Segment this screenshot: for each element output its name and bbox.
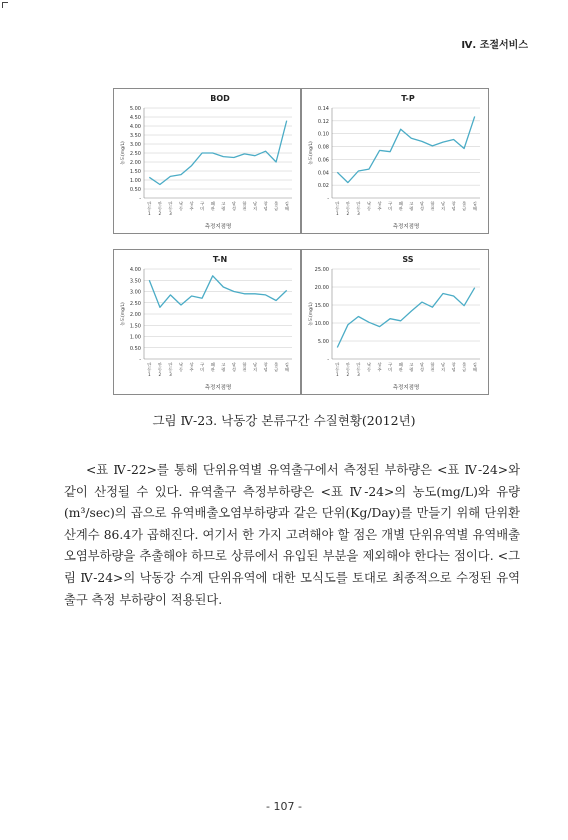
- y-tick-label: 2.00: [129, 160, 141, 166]
- chart-title: T-P: [401, 94, 415, 103]
- y-tick-label: 5.00: [129, 106, 141, 112]
- x-tick-label: 창: [451, 201, 456, 206]
- x-tick-label: 상: [189, 362, 194, 367]
- x-tick-label: 령: [409, 367, 414, 372]
- x-tick-label: 상: [377, 362, 382, 367]
- x-tick-label: 관: [398, 367, 403, 372]
- x-axis-label: 측정지점명: [204, 224, 232, 230]
- y-tick-label: 20.00: [314, 285, 329, 291]
- y-axis-label: 농도(mg/L): [309, 302, 314, 326]
- x-tick-label: 해: [284, 367, 289, 372]
- x-tick-label: 고: [221, 201, 226, 206]
- y-tick-label: 5.00: [317, 339, 329, 345]
- x-tick-label: 낙: [178, 362, 184, 367]
- x-tick-label: 합: [242, 201, 247, 206]
- x-axis-label: 측정지점명: [392, 385, 420, 391]
- x-tick-label: 동: [335, 206, 340, 211]
- chart-bod: [113, 88, 301, 234]
- x-tick-label: 김: [472, 362, 477, 367]
- y-tick-label: 25.00: [314, 267, 329, 273]
- x-tick-label: 1: [335, 211, 339, 216]
- x-tick-label: 주: [189, 367, 194, 372]
- x-tick-label: 금: [462, 206, 467, 211]
- x-tick-label: 3: [169, 372, 172, 377]
- x-tick-label: 왜: [210, 201, 215, 206]
- y-tick-label: 1.00: [129, 178, 141, 184]
- x-tick-label: 구: [388, 362, 393, 367]
- x-tick-label: 미: [388, 206, 393, 211]
- x-tick-label: 해: [472, 206, 477, 211]
- x-tick-label: 녕: [263, 206, 268, 211]
- chart-tn: [113, 249, 301, 395]
- x-tick-label: 동: [366, 367, 372, 372]
- y-tick-label: 3.50: [129, 278, 141, 285]
- x-tick-label: 주: [377, 206, 382, 211]
- y-tick-label: -: [327, 196, 329, 202]
- y-tick-label: 4.00: [129, 124, 141, 130]
- body-text: [64, 460, 520, 611]
- x-tick-label: 창: [263, 201, 268, 206]
- chart-svg: [302, 89, 488, 233]
- x-tick-label: 천: [430, 206, 435, 211]
- x-tick-label: 천: [430, 367, 435, 372]
- x-tick-label: 동: [168, 367, 173, 372]
- x-axis-label: 측정지점명: [204, 385, 232, 391]
- chart-svg: [302, 250, 488, 394]
- x-tick-label: 동: [345, 367, 350, 372]
- x-tick-label: 고: [409, 362, 414, 367]
- x-tick-label: 물: [462, 201, 467, 206]
- x-tick-label: 안: [356, 201, 361, 206]
- x-tick-label: 미: [200, 367, 205, 372]
- x-tick-label: 구: [388, 201, 393, 206]
- y-tick-label: 0.14: [317, 106, 329, 112]
- x-tick-label: 안: [335, 201, 340, 206]
- y-tick-label: 1.50: [129, 323, 141, 330]
- x-tick-label: 동: [147, 206, 152, 211]
- x-tick-label: 합: [242, 362, 247, 367]
- x-tick-label: 구: [200, 362, 205, 367]
- x-tick-label: 낙: [178, 201, 184, 206]
- page-number: - 107 -: [266, 800, 302, 813]
- body-paragraph: <표 Ⅳ-22>를 통해 단위유역별 유역출구에서 측정된 부하량은 <표 Ⅳ-24>와 같이 산정될 수 있다. 유역출구 측정부하량은 <표 Ⅳ-24>의 농도(mg/L)와 유량(m³/sec)의 곱으로 유역배출오염부하량과 같은 단위(Kg/Day)를 만들기 위해 단위환산계수 86.4가 곱해진다. 여기서 한 가지 고려해야 할 점은 개별 단위유역별 유역배출오염부하량을 추출해야 하므로 상류에서 유입된 부분을 제외해야 한다는 점이다. <그림 Ⅳ-24>의 낙동강 수계 단위유역에 대한 모식도를 토대로 최종적으로 수정된 유역출구 측정 부하량이 적용된다.: [64, 463, 520, 607]
- x-tick-label: 동: [366, 206, 372, 211]
- chart-title: T-N: [212, 255, 228, 264]
- chart-title: SS: [402, 255, 414, 264]
- x-tick-label: 성: [231, 206, 236, 211]
- chart-ss: [301, 249, 489, 395]
- x-tick-label: 성: [419, 367, 424, 372]
- x-tick-label: 왜: [210, 362, 215, 367]
- x-tick-label: 동: [335, 367, 340, 372]
- x-tick-label: 낙: [366, 362, 372, 367]
- x-tick-label: 1: [147, 211, 151, 216]
- x-tick-label: 2: [158, 372, 162, 377]
- x-tick-label: 김: [284, 362, 289, 367]
- x-tick-label: 안: [147, 201, 152, 206]
- y-tick-label: 4.50: [129, 115, 141, 121]
- x-tick-label: 동: [356, 367, 361, 372]
- x-tick-label: 금: [274, 367, 279, 372]
- x-tick-label: 안: [157, 362, 162, 367]
- x-tick-label: 3: [357, 372, 360, 377]
- x-tick-label: 녕: [451, 206, 456, 211]
- chart-tp: [301, 88, 489, 234]
- y-tick-label: 2.50: [129, 151, 141, 157]
- x-tick-label: 금: [274, 206, 279, 211]
- x-tick-label: 구: [200, 201, 205, 206]
- y-axis-label: 농도(mg/L): [121, 302, 126, 326]
- x-tick-label: 낙: [366, 201, 372, 206]
- x-tick-label: 상: [189, 201, 194, 206]
- section-header: Ⅳ. 조절서비스: [461, 40, 528, 51]
- x-tick-label: 령: [409, 206, 414, 211]
- x-tick-label: 천: [242, 206, 247, 211]
- series-line: [337, 288, 474, 348]
- y-tick-label: 2.50: [129, 300, 141, 307]
- x-tick-label: 지: [440, 206, 446, 211]
- x-tick-label: 3: [169, 211, 172, 216]
- x-tick-label: 성: [419, 206, 424, 211]
- x-tick-label: 고: [221, 362, 226, 367]
- x-tick-label: 동: [147, 367, 152, 372]
- y-tick-label: 3.50: [129, 133, 141, 139]
- x-tick-label: 주: [189, 206, 194, 211]
- x-tick-label: 물: [274, 201, 279, 206]
- x-tick-label: 달: [419, 201, 424, 206]
- x-tick-label: 2: [346, 372, 350, 377]
- x-tick-label: 해: [284, 206, 289, 211]
- x-tick-label: 천: [242, 367, 247, 372]
- x-tick-label: 고: [409, 201, 414, 206]
- y-tick-label: 0.02: [317, 183, 329, 190]
- x-tick-label: 지: [252, 367, 258, 372]
- x-tick-label: 김: [472, 201, 477, 206]
- y-tick-label: 0.12: [317, 118, 329, 125]
- y-tick-label: 1.00: [129, 334, 141, 341]
- x-tick-label: 안: [345, 201, 350, 206]
- x-tick-label: 미: [200, 206, 205, 211]
- x-tick-label: 동: [178, 206, 184, 211]
- x-tick-label: 금: [462, 367, 467, 372]
- y-tick-label: 0.06: [317, 157, 329, 164]
- y-tick-label: 0.04: [317, 170, 329, 177]
- x-tick-label: 안: [345, 362, 350, 367]
- x-tick-label: 안: [157, 201, 162, 206]
- x-tick-label: 달: [419, 362, 424, 367]
- x-tick-label: 1: [147, 372, 151, 377]
- x-tick-label: 남: [252, 201, 258, 206]
- y-tick-label: 0.50: [129, 345, 141, 352]
- x-tick-label: 김: [284, 201, 289, 206]
- x-tick-label: 안: [335, 362, 340, 367]
- x-tick-label: 동: [157, 206, 162, 211]
- x-tick-label: 녕: [263, 367, 268, 372]
- y-tick-label: 3.00: [129, 289, 141, 296]
- x-tick-label: 해: [472, 367, 477, 372]
- x-tick-label: 안: [168, 362, 173, 367]
- x-tick-label: 1: [335, 372, 339, 377]
- x-tick-label: 지: [252, 206, 258, 211]
- chart-svg: [114, 89, 300, 233]
- x-tick-label: 관: [210, 367, 215, 372]
- y-tick-label: 15.00: [314, 303, 329, 309]
- y-axis-label: 농도(mg/L): [309, 141, 314, 165]
- y-axis-label: 농도(mg/L): [121, 141, 126, 165]
- x-tick-label: 물: [274, 362, 279, 367]
- x-tick-label: 안: [356, 362, 361, 367]
- x-tick-label: 녕: [451, 367, 456, 372]
- x-tick-label: 령: [221, 206, 226, 211]
- x-tick-label: 지: [440, 367, 446, 372]
- x-tick-label: 안: [168, 201, 173, 206]
- x-tick-label: 달: [231, 201, 236, 206]
- x-tick-label: 성: [231, 367, 236, 372]
- y-tick-label: 1.50: [129, 169, 141, 175]
- x-tick-label: 관: [210, 206, 215, 211]
- x-tick-label: 창: [451, 362, 456, 367]
- y-tick-label: -: [139, 357, 141, 363]
- x-axis-label: 측정지점명: [392, 224, 420, 230]
- series-line: [149, 121, 286, 185]
- x-tick-label: 안: [147, 362, 152, 367]
- y-tick-label: -: [327, 357, 329, 363]
- x-tick-label: 달: [231, 362, 236, 367]
- x-tick-label: 령: [221, 367, 226, 372]
- y-tick-label: 0.50: [129, 187, 141, 193]
- x-tick-label: 관: [398, 206, 403, 211]
- y-tick-label: 3.00: [129, 142, 141, 148]
- x-tick-label: 남: [440, 362, 446, 367]
- chart-svg: [114, 250, 300, 394]
- x-tick-label: 남: [252, 362, 258, 367]
- figure-caption: 그림 Ⅳ-23. 낙동강 본류구간 수질현황(2012년): [152, 413, 416, 428]
- x-tick-label: 미: [388, 367, 393, 372]
- y-tick-label: 0.08: [317, 144, 329, 151]
- x-tick-label: 합: [430, 362, 435, 367]
- x-tick-label: 물: [462, 362, 467, 367]
- x-tick-label: 동: [345, 206, 350, 211]
- x-tick-label: 주: [377, 367, 382, 372]
- x-tick-label: 2: [346, 211, 350, 216]
- x-tick-label: 왜: [398, 201, 403, 206]
- x-tick-label: 2: [158, 211, 162, 216]
- x-tick-label: 상: [377, 201, 382, 206]
- chart-title: BOD: [210, 94, 230, 103]
- y-tick-label: -: [139, 196, 141, 202]
- x-tick-label: 창: [263, 362, 268, 367]
- x-tick-label: 왜: [398, 362, 403, 367]
- y-tick-label: 10.00: [314, 321, 329, 327]
- y-tick-label: 4.00: [129, 267, 141, 273]
- y-tick-label: 0.10: [317, 131, 329, 138]
- x-tick-label: 동: [168, 206, 173, 211]
- x-tick-label: 남: [440, 201, 446, 206]
- x-tick-label: 3: [357, 211, 360, 216]
- x-tick-label: 동: [157, 367, 162, 372]
- crop-mark: [2, 2, 8, 8]
- x-tick-label: 합: [430, 201, 435, 206]
- series-line: [337, 116, 474, 182]
- x-tick-label: 동: [356, 206, 361, 211]
- y-tick-label: 2.00: [129, 312, 141, 318]
- x-tick-label: 동: [178, 367, 184, 372]
